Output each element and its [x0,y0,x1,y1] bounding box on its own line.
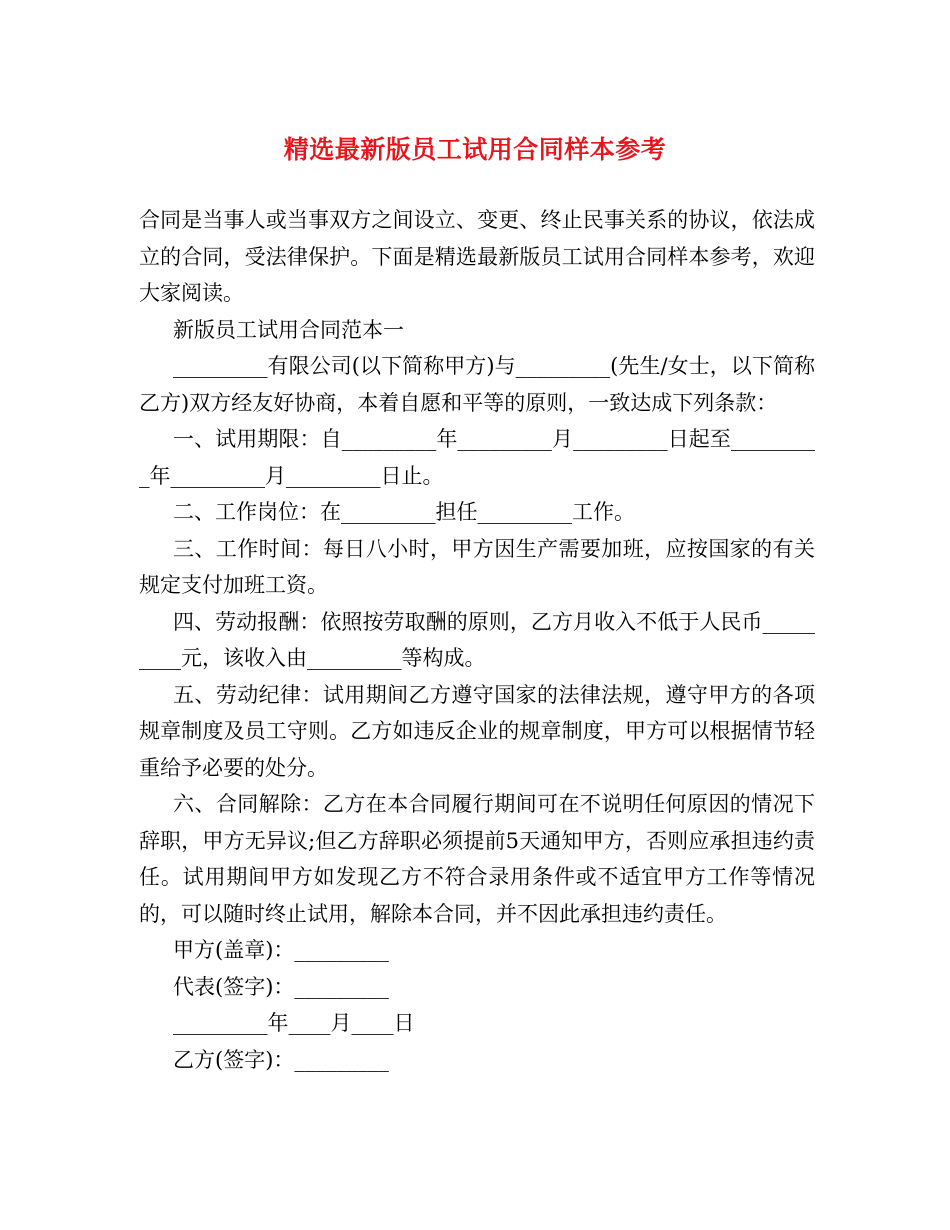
clause-termination: 六、合同解除：乙方在本合同履行期间可在不说明任何原因的情况下辞职，甲方无异议;但乙方辞职必须提前5天通知甲方，否则应承担违约责任。试用期间甲方如发现乙方不符合录用条件或不适宜甲方工作等情况的，可以随时终止试用，解除本合同，并不因此承担违约责任。 [139,792,815,926]
sample-heading: 新版员工试用合同范本一 [173,317,404,342]
document-title: 精选最新版员工试用合同样本参考 [283,135,667,164]
clause-position: 二、工作岗位：在_________担任_________工作。 [173,500,635,524]
clause-working-hours: 三、工作时间：每日八小时，甲方因生产需要加班，应按国家的有关规定支付加班工资。 [139,536,815,597]
clause-probation-period: 一、试用期限：自_________年_________月_________日起至_________年_________月_________日止。 [139,427,815,488]
representative-signature-line: 代表(签字)：_________ [173,974,389,999]
parties-paragraph: _________有限公司(以下简称甲方)与_________(先生/女士，以下简称乙方)双方经友好协商，本着自愿和平等的原则，一致达成下列条款： [139,354,815,415]
party-a-seal-line: 甲方(盖章)：_________ [173,938,389,962]
clause-remuneration: 四、劳动报酬：依照按劳取酬的原则，乙方月收入不低于人民币_________元，该收入由_________等构成。 [139,609,815,670]
document-body [139,202,815,1078]
clause-discipline: 五、劳动纪律：试用期间乙方遵守国家的法律法规，遵守甲方的各项规章制度及员工守则。乙方如违反企业的规章制度，甲方可以根据情节轻重给予必要的处分。 [139,682,815,780]
party-b-signature-line: 乙方(签字)：_________ [173,1047,389,1072]
intro-paragraph: 合同是当事人或当事双方之间设立、变更、终止民事关系的协议，依法成立的合同，受法律保护。下面是精选最新版员工试用合同样本参考，欢迎大家阅读。 [139,208,815,305]
date-line: _________年____月____日 [173,1011,415,1035]
